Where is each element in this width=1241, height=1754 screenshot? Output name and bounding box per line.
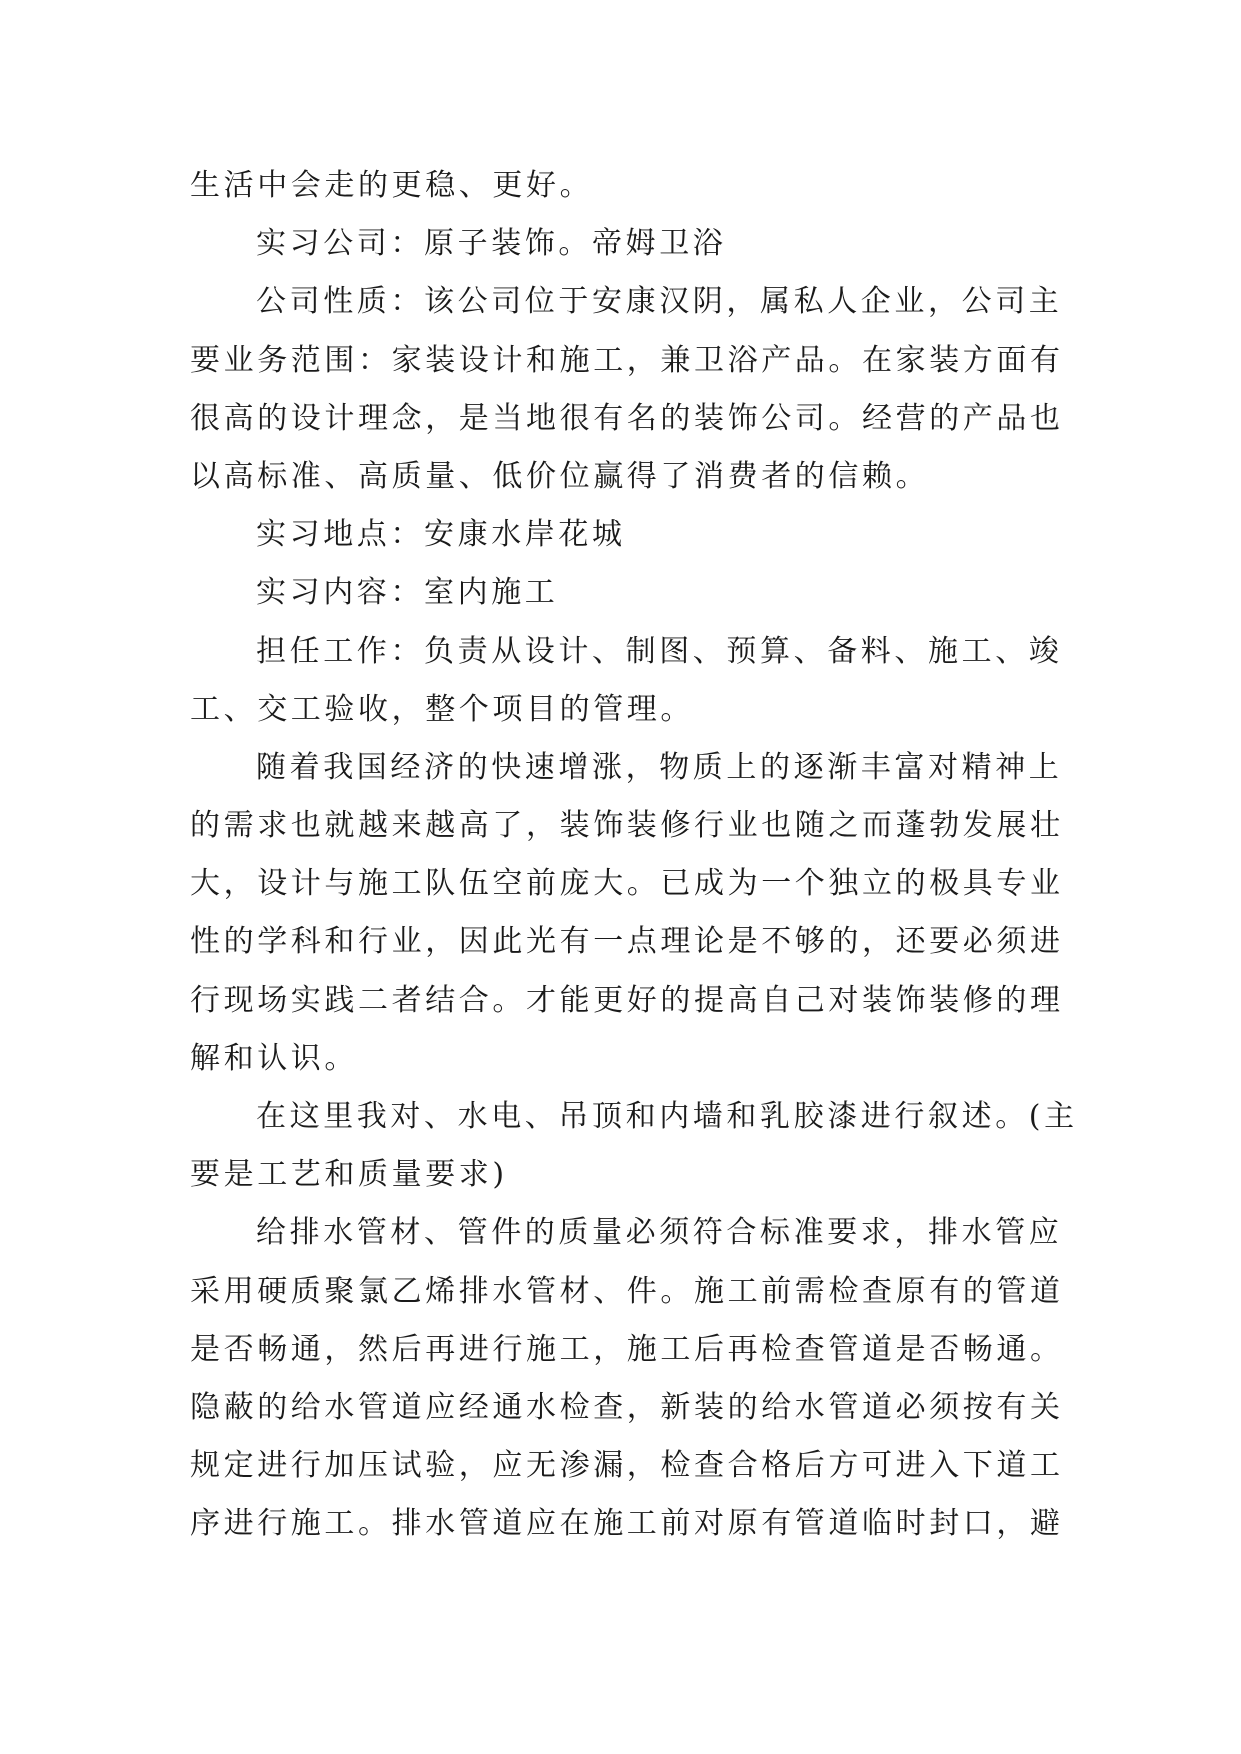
text-line: 采用硬质聚氯乙烯排水管材、件。施工前需检查原有的管道 xyxy=(190,1273,1064,1309)
text-line: 行现场实践二者结合。才能更好的提高自己对装饰装修的理 xyxy=(190,982,1064,1018)
text-line: 性的学科和行业，因此光有一点理论是不够的，还要必须进 xyxy=(190,924,1064,960)
text-line: 序进行施工。排水管道应在施工前对原有管道临时封口，避 xyxy=(190,1506,1064,1542)
text-line: 以高标准、高质量、低价位赢得了消费者的信赖。 xyxy=(190,458,930,494)
text-line: 公司性质：该公司位于安康汉阴，属私人企业，公司主 xyxy=(256,284,1063,320)
text-line: 大，设计与施工队伍空前庞大。已成为一个独立的极具专业 xyxy=(190,866,1064,902)
text-line: 给排水管材、管件的质量必须符合标准要求，排水管应 xyxy=(256,1215,1063,1251)
text-line: 解和认识。 xyxy=(190,1040,358,1076)
text-line: 生活中会走的更稳、更好。 xyxy=(190,168,594,203)
text-line: 是否畅通，然后再进行施工，施工后再检查管道是否畅通。 xyxy=(190,1331,1064,1367)
text-line: 担任工作：负责从设计、制图、预算、备料、施工、竣 xyxy=(256,633,1063,669)
text-line: 要业务范围：家装设计和施工，兼卫浴产品。在家装方面有 xyxy=(190,342,1064,378)
text-line: 在这里我对、水电、吊顶和内墙和乳胶漆进行叙述。(主 xyxy=(256,1099,1078,1134)
text-line: 的需求也就越来越高了，装饰装修行业也随之而蓬勃发展壮 xyxy=(190,808,1064,844)
text-line: 随着我国经济的快速增涨，物质上的逐渐丰富对精神上 xyxy=(256,749,1063,785)
document-body xyxy=(190,157,1078,1554)
text-line: 规定进行加压试验，应无渗漏，检查合格后方可进入下道工 xyxy=(190,1448,1064,1484)
text-line: 要是工艺和质量要求) xyxy=(190,1157,508,1193)
text-line: 很高的设计理念，是当地很有名的装饰公司。经营的产品也 xyxy=(190,400,1064,436)
text-line: 隐蔽的给水管道应经通水检查，新装的给水管道必须按有关 xyxy=(190,1389,1064,1425)
text-line: 实习地点：安康水岸花城 xyxy=(256,517,626,553)
text-line: 工、交工验收，整个项目的管理。 xyxy=(190,691,694,727)
text-line: 实习公司：原子装饰。帝姆卫浴 xyxy=(256,226,727,262)
text-line: 实习内容：室内施工 xyxy=(256,575,559,611)
